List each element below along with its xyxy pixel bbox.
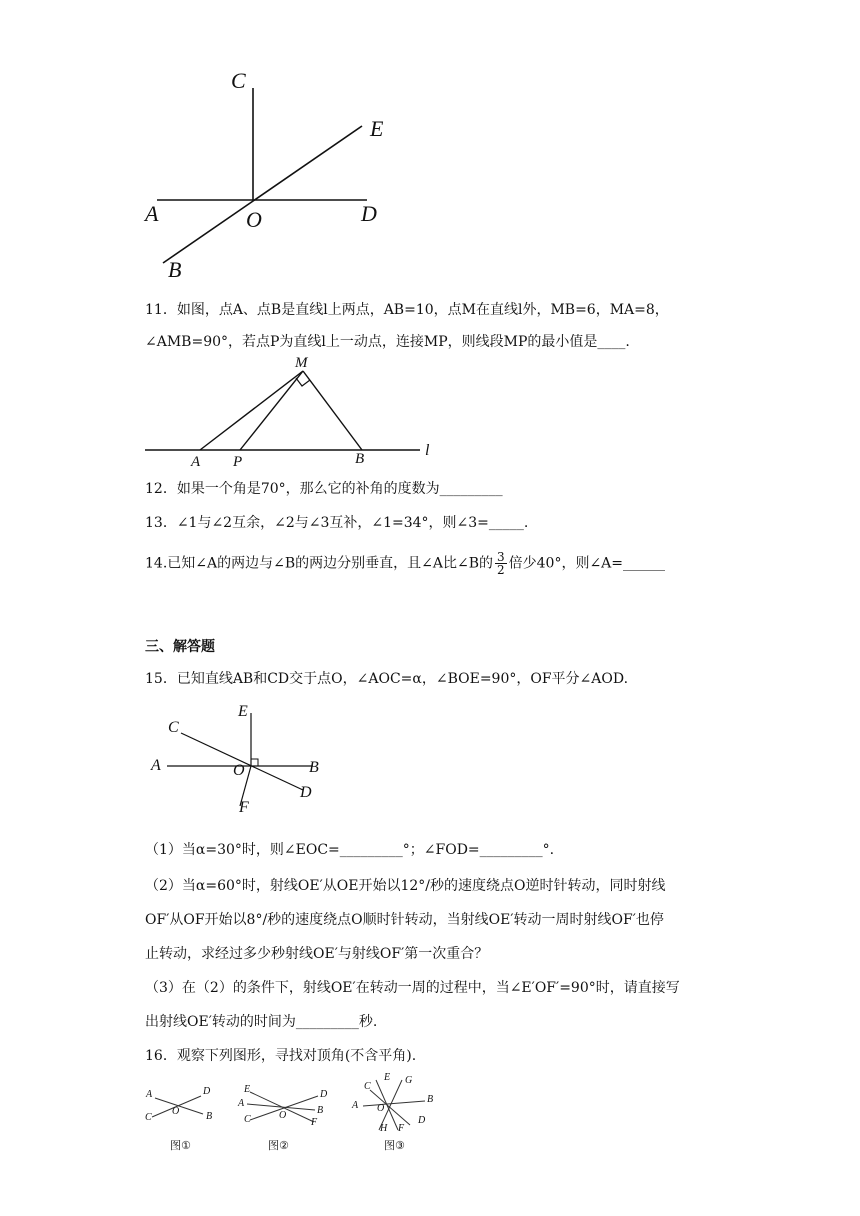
question-15-part-2b: OF′从OF开始以8°/秒的速度绕点O顺时针转动，当射线OE′转动一周时射线OF′也停 — [145, 912, 664, 928]
label-c: C — [231, 68, 246, 93]
label-e: E — [370, 116, 384, 141]
question-14-text-a: 14.已知∠A的两边与∠B的两边分别垂直，且∠A比∠B的 — [145, 555, 493, 572]
label-o: O — [377, 1103, 385, 1114]
label-o: O — [279, 1110, 287, 1121]
label-b: B — [309, 759, 319, 776]
label-f: F — [239, 799, 249, 816]
label-c: C — [168, 719, 179, 736]
question-13-text: 13．∠1与∠2互余，∠2与∠3互补，∠1=34°，则∠3=_____. — [145, 515, 529, 531]
caption-figure-3: 图③ — [384, 1139, 405, 1152]
fraction-denominator: 2 — [496, 563, 505, 577]
label-o: O — [233, 762, 245, 779]
question-15-part-1: （1）当α=30°时，则∠EOC=_________°；∠FOD=_________°. — [145, 842, 555, 858]
label-a: A — [352, 1100, 359, 1111]
caption-figure-1: 图① — [170, 1139, 191, 1152]
fraction-numerator: 3 — [496, 550, 505, 564]
label-o: O — [246, 207, 262, 232]
label-g: G — [405, 1075, 413, 1086]
label-e: E — [244, 1084, 251, 1095]
label-o: O — [172, 1106, 180, 1117]
label-m: M — [295, 355, 308, 371]
label-e: E — [238, 703, 248, 720]
question-11-text: 11．如图，点A、点B是直线l上两点，AB=10，点M在直线l外，MB=6，MA=8， — [145, 302, 669, 318]
label-a: A — [238, 1098, 245, 1109]
label-d: D — [300, 784, 312, 801]
label-e: E — [384, 1072, 391, 1083]
question-15-text: 15．已知直线AB和CD交于点O，∠AOC=α，∠BOE=90°，OF平分∠AOD. — [145, 671, 629, 687]
question-15-part-3b: 出射线OE′转动的时间为_________秒. — [145, 1014, 378, 1030]
question-14-text-b: 倍少40°，则∠A=______ — [508, 555, 666, 572]
label-d: D — [361, 201, 377, 226]
question-15-part-2a: （2）当α=60°时，射线OE′从OE开始以12°/秒的速度绕点O逆时针转动，同时射线 — [145, 878, 666, 894]
label-b: B — [427, 1094, 434, 1105]
label-b: B — [317, 1105, 324, 1116]
label-l: l — [425, 442, 430, 459]
question-12-text: 12．如果一个角是70°，那么它的补角的度数为_________ — [145, 481, 503, 497]
label-c: C — [364, 1081, 371, 1092]
label-b: B — [355, 451, 365, 467]
label-d: D — [203, 1086, 211, 1097]
label-a: A — [191, 454, 201, 470]
question-11-text-2: ∠AMB=90°，若点P为直线l上一动点，连接MP，则线段MP的最小值是____. — [145, 334, 630, 350]
label-c: C — [244, 1114, 251, 1125]
label-h: H — [380, 1123, 388, 1134]
label-p: P — [233, 454, 243, 470]
label-b: B — [206, 1111, 213, 1122]
label-a: A — [151, 757, 161, 774]
question-15-part-2c: 止转动，求经过多少秒射线OE′与射线OF′第一次重合？ — [145, 946, 489, 962]
label-f: F — [311, 1117, 318, 1128]
label-f: F — [398, 1123, 405, 1134]
label-a: A — [145, 201, 159, 226]
label-c: C — [145, 1112, 152, 1123]
question-15-part-3a: （3）在（2）的条件下，射线OE′在转动一周的过程中，当∠E′OF′=90°时，请直接写 — [145, 980, 680, 996]
caption-figure-2: 图② — [268, 1139, 289, 1152]
section-title: 三、解答题 — [145, 639, 215, 655]
question-16-text: 16．观察下列图形，寻找对顶角(不含平角). — [145, 1048, 417, 1064]
label-d: D — [320, 1089, 328, 1100]
label-d: D — [418, 1115, 426, 1126]
label-a: A — [146, 1089, 153, 1100]
label-b: B — [168, 257, 182, 282]
